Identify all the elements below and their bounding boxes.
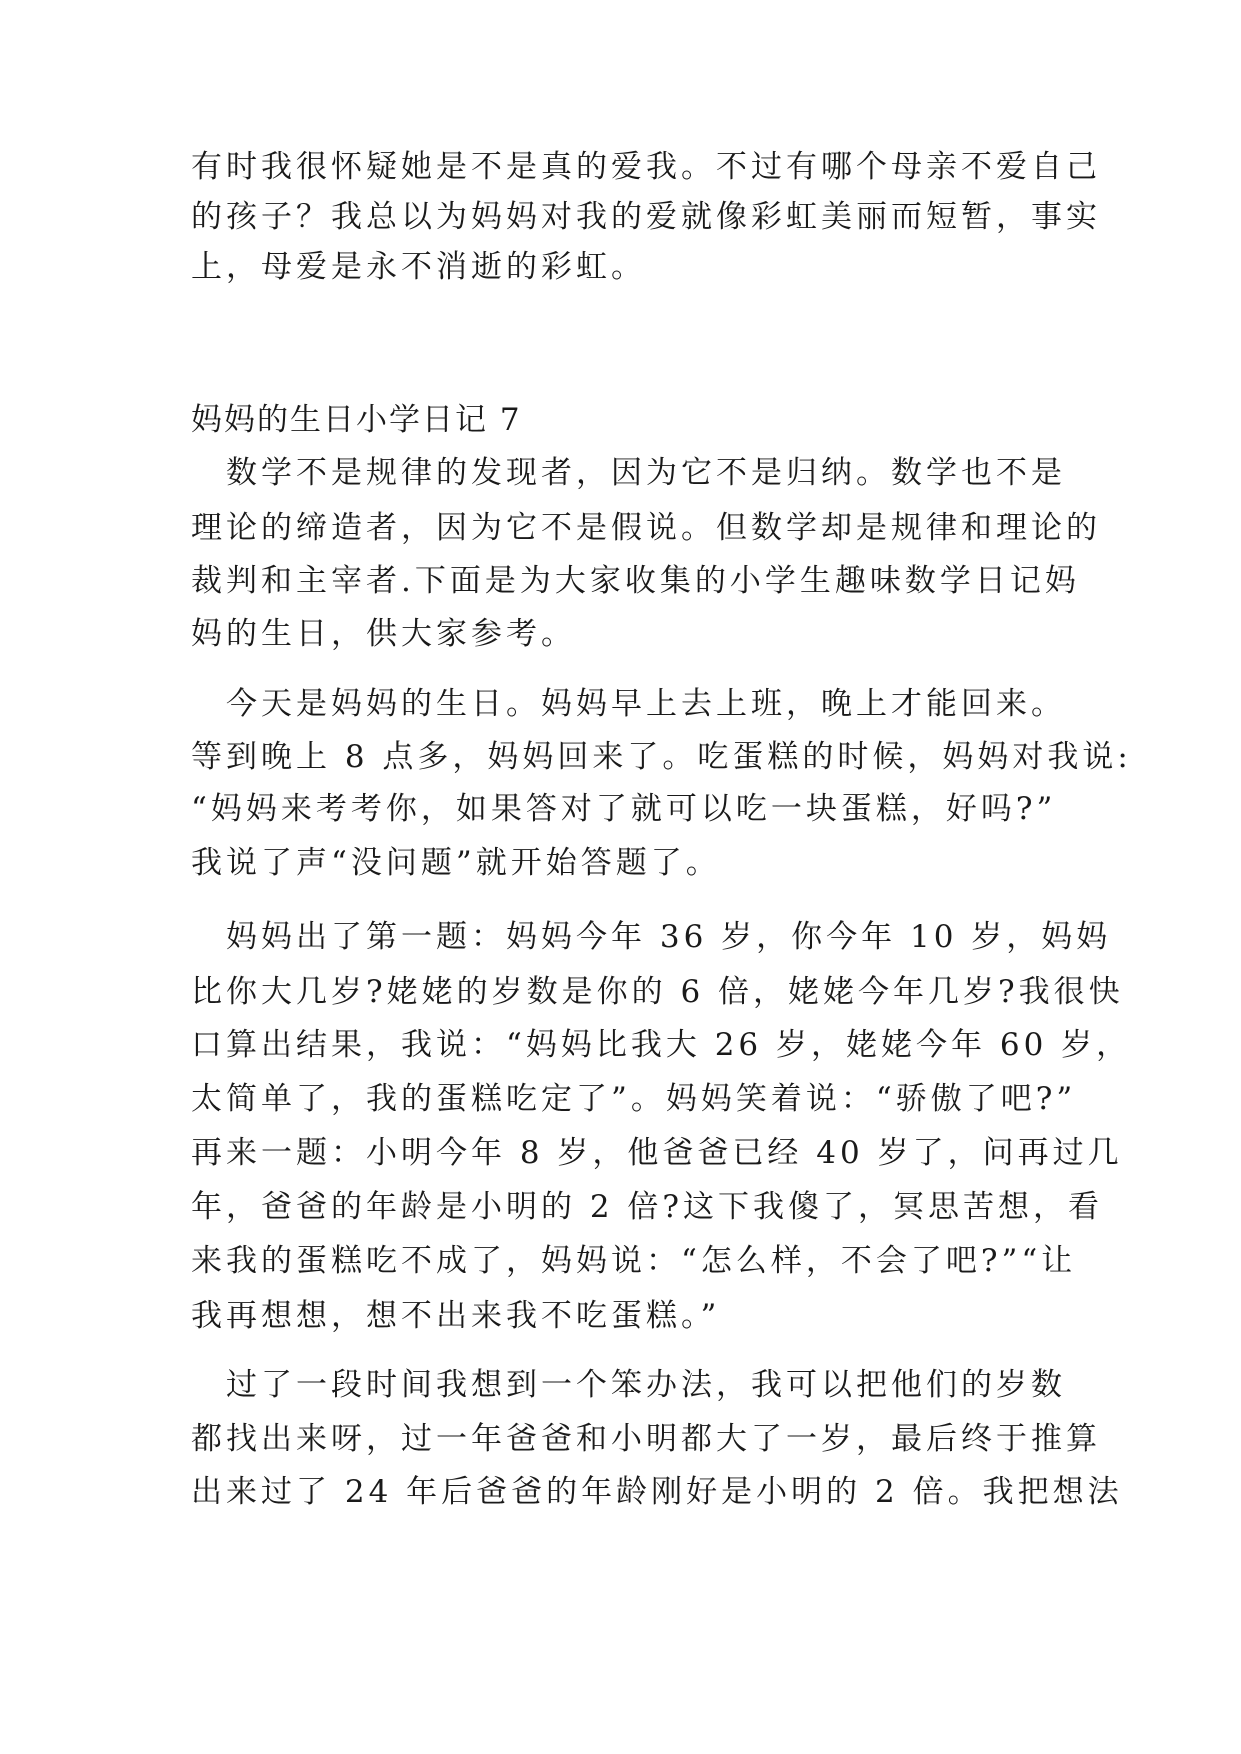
paragraph-3-line-2: 比你大几岁?姥姥的岁数是你的 6 倍，姥姥今年几岁?我很快: [191, 974, 1124, 1010]
intro-line-2: 的孩子？我总以为妈妈对我的爱就像彩虹美丽而短暂，事实: [191, 199, 1101, 235]
paragraph-3-line-1: 妈妈出了第一题：妈妈今年 36 岁，你今年 10 岁，妈妈: [191, 919, 1112, 955]
intro-line-3: 上，母爱是永不消逝的彩虹。: [191, 249, 646, 285]
paragraph-1-line-3: 裁判和主宰者.下面是为大家收集的小学生趣味数学日记妈: [191, 563, 1080, 599]
paragraph-2-line-1: 今天是妈妈的生日。妈妈早上去上班，晚上才能回来。: [191, 686, 1066, 722]
paragraph-3-line-4: 太简单了，我的蛋糕吃定了”。妈妈笑着说：“骄傲了吧?”: [191, 1081, 1077, 1117]
paragraph-1-line-2: 理论的缔造者，因为它不是假说。但数学却是规律和理论的: [191, 510, 1101, 546]
section-title: 妈妈的生日小学日记 7: [191, 402, 522, 438]
paragraph-2-line-2: 等到晚上 8 点多，妈妈回来了。吃蛋糕的时候，妈妈对我说:: [191, 739, 1132, 775]
paragraph-1-line-1: 数学不是规律的发现者，因为它不是归纳。数学也不是: [191, 455, 1066, 491]
paragraph-3-line-5: 再来一题：小明今年 8 岁，他爸爸已经 40 岁了，问再过几: [191, 1135, 1123, 1171]
paragraph-2-line-4: 我说了声“没问题”就开始答题了。: [191, 845, 721, 881]
paragraph-3-line-8: 我再想想，想不出来我不吃蛋糕。”: [191, 1298, 721, 1334]
paragraph-4-line-1: 过了一段时间我想到一个笨办法，我可以把他们的岁数: [191, 1367, 1066, 1403]
paragraph-4-line-3: 出来过了 24 年后爸爸的年龄刚好是小明的 2 倍。我把想法: [191, 1474, 1123, 1510]
paragraph-3-line-6: 年，爸爸的年龄是小明的 2 倍?这下我傻了，冥思苦想，看: [191, 1189, 1104, 1225]
paragraph-3-line-3: 口算出结果，我说：“妈妈比我大 26 岁，姥姥今年 60 岁，: [191, 1027, 1132, 1063]
paragraph-3-line-7: 来我的蛋糕吃不成了，妈妈说：“怎么样，不会了吧?”“让: [191, 1243, 1077, 1279]
paragraph-2-line-3: “妈妈来考考你，如果答对了就可以吃一块蛋糕，好吗?”: [191, 791, 1057, 827]
intro-line-1: 有时我很怀疑她是不是真的爱我。不过有哪个母亲不爱自己: [191, 149, 1101, 185]
paragraph-1-line-4: 妈的生日，供大家参考。: [191, 616, 576, 652]
paragraph-4-line-2: 都找出来呀，过一年爸爸和小明都大了一岁，最后终于推算: [191, 1421, 1101, 1457]
